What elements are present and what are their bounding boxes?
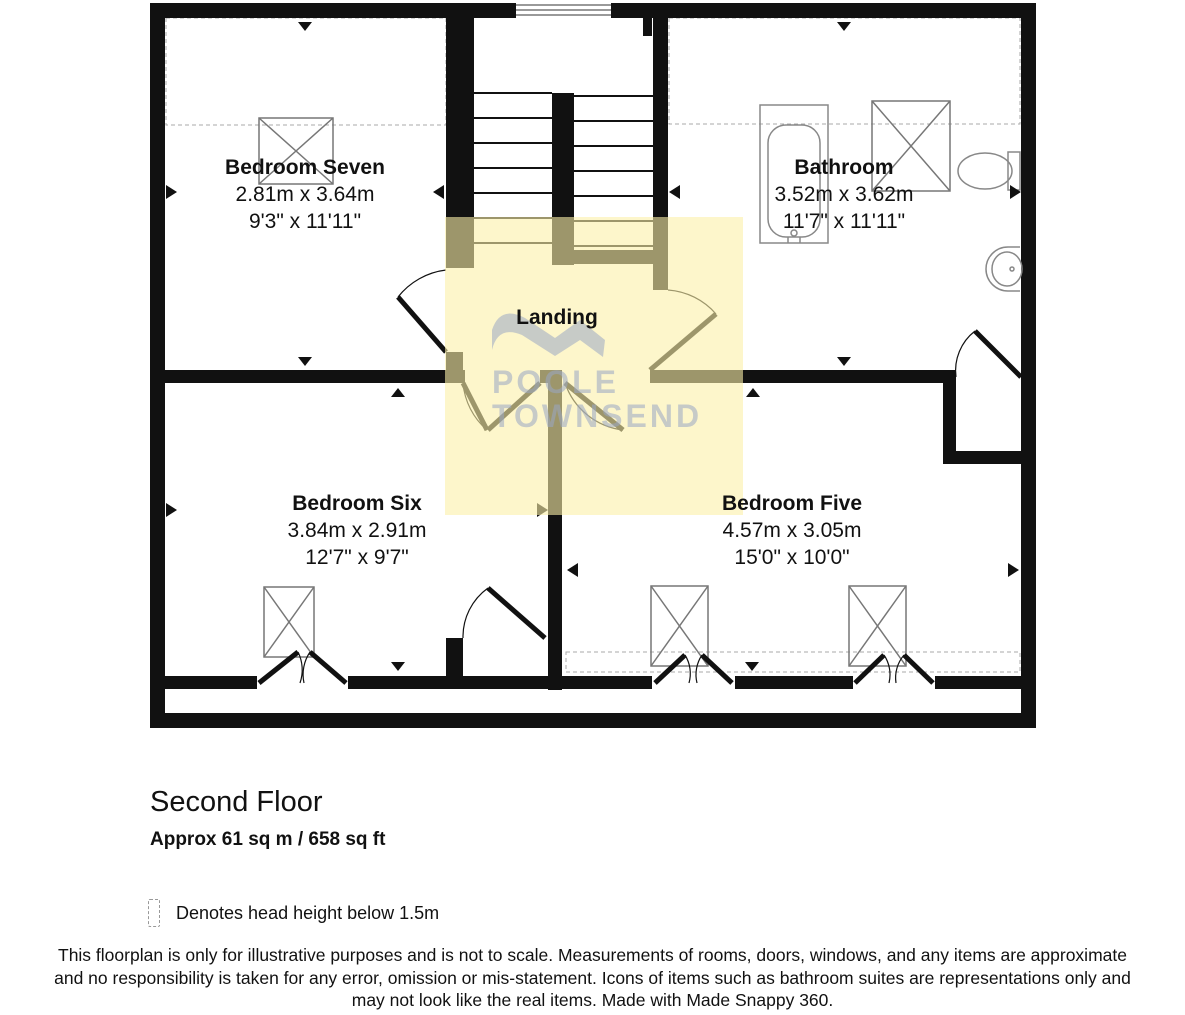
bathroom-metric: 3.52m x 3.62m [774,183,914,206]
bedroom-six-metric: 3.84m x 2.91m [287,519,427,542]
disclaimer-line-3: may not look like the real items. Made with Made Snappy 360. [351,990,834,1010]
bedroom-six-name: Bedroom Six [292,492,422,515]
bedroom-six-imperial: 12'7" x 9'7" [305,546,409,569]
watermark-line1: POOLE [492,364,620,400]
window-top [516,5,611,15]
floor-area: Approx 61 sq m / 658 sq ft [150,829,386,850]
basin-icon [986,247,1022,291]
bathroom-name: Bathroom [794,156,894,179]
bedroom-five-imperial: 15'0" x 10'0" [734,546,850,569]
dashed-box-icon [148,899,160,927]
bedroom-five-name: Bedroom Five [721,492,863,515]
bedroom-five-metric: 4.57m x 3.05m [722,519,862,542]
legend [148,897,439,929]
disclaimer-line-2: and no responsibility is taken for any error, omission or mis-statement. Icons of items such as bathroom suites are representations only and [54,967,1131,988]
legend-text: Denotes head height below 1.5m [176,902,440,923]
bedroom-seven-name: Bedroom Seven [225,156,385,179]
bedroom-seven-imperial: 9'3" x 11'11" [248,210,362,233]
toilet-icon [958,152,1020,190]
disclaimer-line-1: This floorplan is only for illustrative purposes and is not to scale. Measurements of rooms, doors, windows, and any items are approximate [58,945,1127,965]
floor-title: Second Floor [150,786,323,818]
landing-name: Landing [516,306,598,329]
watermark-line2: TOWNSEND [492,398,703,434]
bedroom-seven-metric: 2.81m x 3.64m [235,183,375,206]
disclaimer [0,944,1185,1012]
bathroom-imperial: 11'7" x 11'11" [782,210,906,233]
